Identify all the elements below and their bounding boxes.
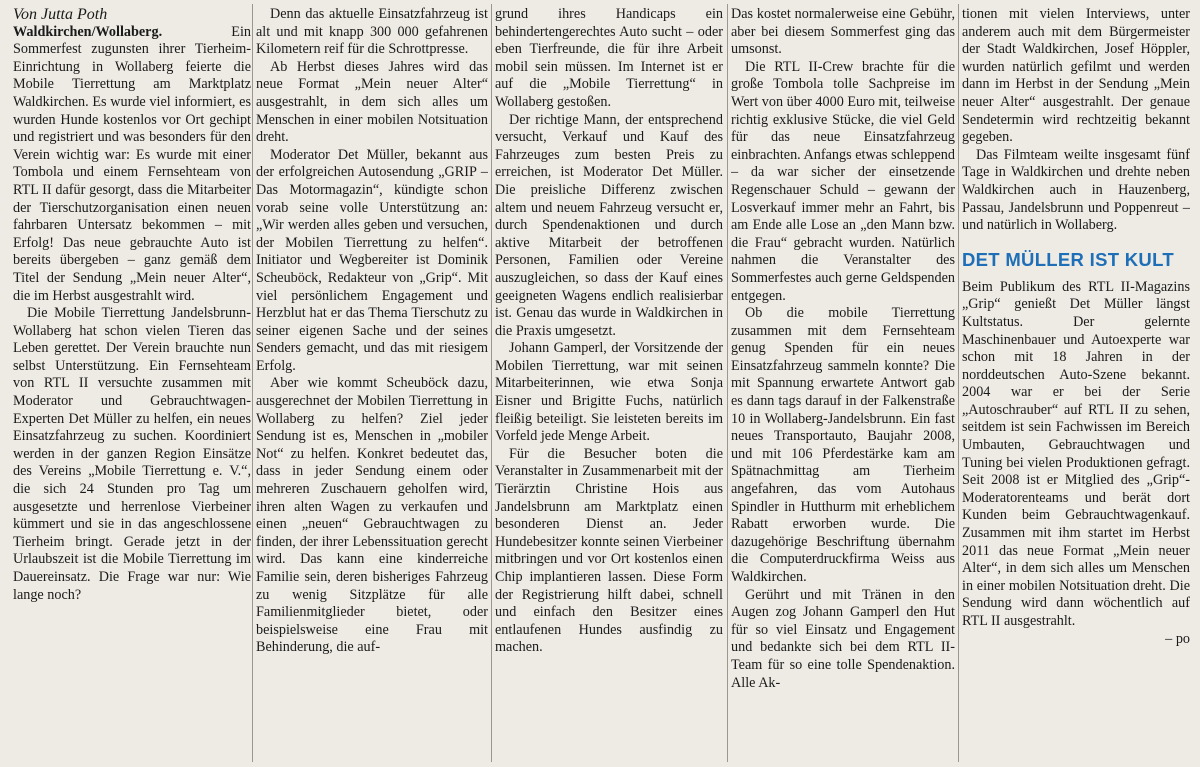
body-paragraph: grund ihres Handicaps ein behindertengerechtes Auto sucht – oder eben Tierfreunde, die für ihre Arbeit mobil sein müssen. Im Internet ist er auf die „Mobile Tierrettung“ in Wollaberg gestoßen.	[495, 6, 723, 110]
body-paragraph: Beim Publikum des RTL II-Magazins „Grip“ genießt Det Müller längst Kultstatus. Der gelernte Maschinenbauer und Autoexperte war schon mit 18 Jahren in der norddeutschen Auto-Szene bekannt. 2004 war er bei der Serie „Autoschrauber“ auf RTL II zu sehen, seitdem ist sein Fachwissen im Bereich Umbauten, Gebrauchtwagen und Tuning bei vielen Produktionen gefragt. Seit 2008 ist er Mitglied des „Grip“-Moderatorenteams und berät dort Kunden beim Gebrauchtwagenkauf. Zusammen mit ihm startet im Herbst 2011 das neue Format „Mein neuer Alter“, in dem sich alles um Menschen in einer mobilen Notsituation dreht. Die Sendung wird dann wöchentlich auf RTL II ausgestrahlt.	[962, 278, 1190, 629]
body-paragraph: Denn das aktuelle Einsatzfahrzeug ist alt und mit knapp 300 000 gefahrenen Kilometern reif für die Schrottpresse.	[256, 6, 488, 58]
article-column-3	[495, 6, 723, 761]
subheadline: DET MÜLLER IST KULT	[962, 248, 1174, 270]
body-paragraph: Johann Gamperl, der Vorsitzende der Mobilen Tierrettung, war mit seinen Mitarbeiterinnen, wie etwa Sonja Eisner und Brigitte Fuchs, natürlich fleißig beteiligt. Sie leisteten bereits im Vorfeld jede Menge Arbeit.	[495, 340, 723, 445]
body-paragraph: Die Mobile Tierrettung Jandelsbrunn-Wollaberg hat schon vielen Tieren das Leben gerettet. Der Verein brauchte nun selbst Unterstützung. Ein Fernsehteam von RTL II versuchte zusammen mit Moderator und Gebrauchtwagen-Experten Det Müller zu helfen, ein neues Einsatzfahrzeug zu suchen. Koordiniert werden in der ganzen Region Einsätze des Vereins „Mobile Tierrettung e. V.“, die sich 24 Stunden pro Tag um ausgesetzte und herrenlose Vierbeiner kümmert und sie in das angeschlossene Tierheim bringt. Gerade jetzt in der Urlaubszeit ist die Mobile Tierrettung im Dauereinsatz. Die Frage war nur: Wie lange noch?	[13, 305, 251, 603]
article-column-4	[731, 6, 955, 761]
dateline: Waldkirchen/Wollaberg.	[13, 23, 163, 40]
author-signature: – po	[1165, 630, 1190, 647]
column-divider	[491, 4, 492, 762]
body-paragraph: Moderator Det Müller, bekannt aus der erfolgreichen Autosendung „GRIP – Das Motormagazin“, kündigte schon vorab seine volle Unterstützung an: „Wir werden alles geben und versuchen, der Mobilen Tierrettung zu helfen“. Initiator und Wegbereiter ist Dominik Scheuböck, Redakteur von „Grip“. Mit viel persönlichem Engagement und Herzblut hat er das Thema Tierschutz zu seiner eigenen Sache und der seines Senders gemacht, und das mit riesigem Erfolg.	[256, 146, 488, 374]
body-paragraph: Gerührt und mit Tränen in den Augen zog Johann Gamperl den Hut für so viel Einsatz und Engagement und bedankte sich bei dem RTL II-Team für so eine tolle Spendenaktion. Alle Ak-	[731, 586, 955, 691]
body-paragraph: Das Filmteam weilte insgesamt fünf Tage in Waldkirchen und drehte neben Waldkirchen auch in Hauzenberg, Passau, Jandelsbrunn und Poppenreut – und natürlich in Wollaberg.	[962, 146, 1190, 234]
body-paragraph: Für die Besucher boten die Veranstalter in Zusammenarbeit mit der Tierärztin Christine Hois aus Jandelsbrunn am Marktplatz einen besonderen Dienst an. Jeder Hundebesitzer konnte seinen Vierbeiner mitbringen und vor Ort kostenlos einen Chip implantieren lassen. Diese Form der Registrierung hilft dabei, schnell und einfach den Besitzer eines entlaufenen Hundes ausfindig zu machen.	[495, 445, 723, 656]
article-column-5	[962, 6, 1190, 761]
lead-text: Ein Sommerfest zugunsten ihrer Tierheim-Einrichtung in Wollaberg feierte die Mobile Tierrettung am Marktplatz Waldkirchen. Es wurde viel informiert, es wurden Hunde kostenlos vor Ort gechipt und registriert und was besonders für den Verein wichtig war: Es wurde mit einer Tombola und einem Fernsehteam von RTL II dafür gesorgt, dass die Mitarbeiter der Tierschutzorganisation einen neuen fahrbaren Untersatz bekommen – mit Erfolg! Das neue gebrauchte Auto ist bereits übergeben – ganz gemäß dem Titel der Sendung „Mein neuer Alter“, die im Herbst ausgestrahlt wird.	[13, 23, 251, 304]
column-divider	[958, 4, 959, 762]
article-column-2	[256, 6, 488, 761]
column-divider	[252, 4, 253, 762]
body-paragraph: Die RTL II-Crew brachte für die große Tombola tolle Sachpreise im Wert von über 4000 Euro mit, teilweise richtig exklusive Stücke, die viel Geld für das neue Einsatzfahrzeug einbrachten. Anfangs etwas schleppend – da war sicher der einsetzende Regenschauer Schuld – gewann der Losverkauf immer mehr an Fahrt, bis am Ende alle Lose an „den Mann bzw. die Frau“ gebracht wurden. Natürlich nahmen die Veranstalter des Sommerfestes auch gerne Geldspenden entgegen.	[731, 58, 955, 304]
body-paragraph: Das kostet normalerweise eine Gebühr, aber bei diesem Sommerfest ging das umsonst.	[731, 6, 955, 58]
lead-paragraph	[13, 24, 251, 306]
body-paragraph: Ob die mobile Tierrettung zusammen mit dem Fernsehteam genug Spenden für ein neues Einsatzfahrzeug sammeln konnte? Die mit Spannung erwartete Antwort gab es dann tags darauf in der Falkenstraße 10 in Wollaberg-Jandelsbrunn. Ein fast neues Transportauto, Baujahr 2008, und mit 106 Pferdestärke kam am Spätnachmittag am Tierheim angefahren, das vom Autohaus Spindler in Hutthurm mit erheblichem Rabatt erworben wurde. Die dazugehörige Beschriftung übernahm die Computerdruckfirma Weiss aus Waldkirchen.	[731, 305, 955, 585]
column-divider	[727, 4, 728, 762]
body-paragraph: Ab Herbst dieses Jahres wird das neue Format „Mein neuer Alter“ ausgestrahlt, in dem sich alles um Menschen in einer mobilen Notsituation dreht.	[256, 58, 488, 146]
body-paragraph: tionen mit vielen Interviews, unter anderem auch mit dem Bürgermeister der Stadt Waldkirchen, Josef Höppler, wurden natürlich gefilmt und werden dann im Herbst in der Sendung „Mein neuer Alter“ ausgestrahlt. Der genaue Sendetermin wird rechtzeitig bekannt gegeben.	[962, 6, 1190, 146]
body-paragraph: Aber wie kommt Scheuböck dazu, ausgerechnet der Mobilen Tierrettung in Wollaberg zu helfen? Ziel jeder Sendung ist es, Menschen in „mobiler Not“ zu helfen. Konkret bedeutet das, dass in jeder Sendung einem oder mehreren Zuschauern geholfen wird, ihren alten Wagen zu verkaufen und einen „neuen“ Gebrauchtwagen zu finden, der ihrer Lebenssituation gerecht wird. Das kann eine kinderreiche Familie sein, deren bisheriges Fahrzeug zu wenig Sitzplätze für alle Familienmitglieder bietet, oder beispielsweise eine Frau mit Behinderung, die auf-	[256, 375, 488, 656]
author-byline: Von Jutta Poth	[13, 6, 108, 23]
article-column-1	[13, 6, 251, 761]
body-paragraph: Der richtige Mann, der entsprechend versucht, Verkauf und Kauf des Fahrzeuges zum besten Preis zu erreichen, ist Moderator Det Müller. Die preisliche Differenz zwischen altem und neuem Fahrzeug versucht er, durch Spendenaktionen und durch aktive Mitarbeit der betroffenen Personen, Familien oder Vereine auszugleichen, so dass der Kauf eines geeigneten Wagens endlich realisierbar ist. Genau das wurde in Waldkirchen in die Praxis umgesetzt.	[495, 111, 723, 339]
